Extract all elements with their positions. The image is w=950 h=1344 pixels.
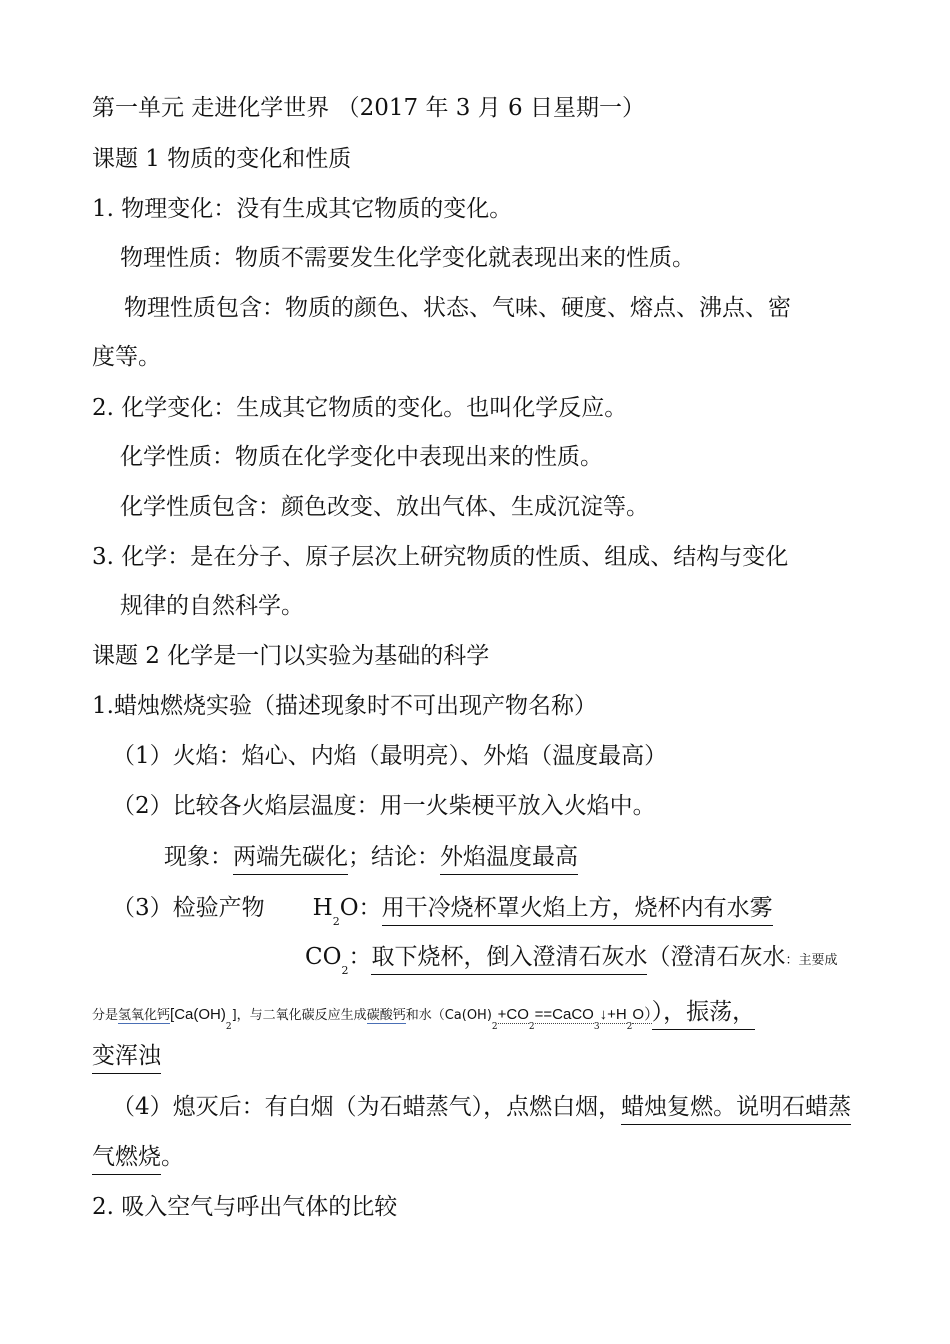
- co2-colon: ：: [348, 944, 372, 970]
- turbid-text: 变浑浊: [92, 1043, 161, 1074]
- phenomenon-label: 现象：: [164, 844, 233, 870]
- product-test-co2: [305, 942, 870, 976]
- physical-property-list-line2: 度等。: [92, 344, 161, 370]
- water-test-text: 用干冷烧杯罩火焰上方，烧杯内有水雾: [382, 895, 773, 926]
- physical-property-list-line1: 物理性质包含：物质的颜色、状态、气味、硬度、熔点、沸点、密: [124, 295, 791, 321]
- water-formula-o: O：: [339, 895, 382, 921]
- wax-burn-text: 气燃烧: [92, 1144, 161, 1175]
- period: 。: [161, 1144, 184, 1170]
- topic-1-heading: 课题 1 物质的变化和性质: [92, 146, 352, 172]
- calcium-carbonate-term: 碳酸钙: [366, 1008, 406, 1023]
- co2-formula-sub: 2: [341, 964, 349, 977]
- phenomenon-text: 两端先碳化: [233, 844, 348, 875]
- physical-property-definition: 物理性质：物质不需要发生化学变化就表现出来的性质。: [120, 245, 695, 271]
- water-formula-h: H: [312, 895, 333, 921]
- note-part: ]，与二氧化碳反应生成: [231, 1008, 367, 1023]
- extinguish-text: （4）熄灭后：有白烟（为石蜡蒸气），点燃白烟，: [112, 1094, 622, 1120]
- topic-2-heading: 课题 2 化学是一门以实验为基础的科学: [92, 643, 490, 669]
- co2-formula: CO: [305, 944, 342, 970]
- chemistry-definition-line2: 规律的自然科学。: [120, 593, 304, 619]
- calcium-hydroxide-term: 氢氧化钙: [118, 1008, 171, 1023]
- note-part: [Ca(OH): [170, 1006, 226, 1023]
- chemical-change-definition: 2. 化学变化：生成其它物质的变化。也叫化学反应。: [92, 395, 628, 421]
- turbid-line: [92, 1041, 860, 1071]
- extinguish-line1: [112, 1092, 862, 1122]
- note-part: O）: [632, 1006, 652, 1023]
- note-part: ==CaCO: [534, 1006, 594, 1023]
- chemical-property-list: 化学性质包含：颜色改变、放出气体、生成沉淀等。: [120, 494, 649, 520]
- product-test-label: （3）检验产物: [112, 895, 265, 921]
- candle-experiment-heading: 1.蜡烛燃烧实验（描述现象时不可出现产物名称）: [92, 693, 597, 719]
- limewater-note-small: ：主要成: [785, 953, 838, 968]
- note-sub: 2: [528, 1022, 535, 1032]
- chemical-property-definition: 化学性质：物质在化学变化中表现出来的性质。: [120, 444, 603, 470]
- note-sub: 2: [225, 1022, 232, 1032]
- reignite-text: 蜡烛复燃。说明石蜡蒸: [621, 1094, 851, 1125]
- note-sub: 2: [626, 1022, 633, 1032]
- physical-change-definition: 1. 物理变化：没有生成其它物质的变化。: [92, 196, 513, 222]
- breath-comparison-heading: 2. 吸入空气与呼出气体的比较: [92, 1194, 398, 1220]
- conclusion-text: 外焰温度最高: [440, 844, 578, 875]
- shake-text: ），振荡，: [652, 999, 756, 1030]
- conclusion-label: ；结论：: [348, 844, 440, 870]
- unit-title: 第一单元 走进化学世界 （2017 年 3 月 6 日星期一）: [92, 95, 645, 121]
- note-part: +CO: [497, 1006, 529, 1023]
- co2-test-text: 取下烧杯，倒入澄清石灰水: [371, 944, 647, 975]
- product-test-water: [112, 893, 860, 927]
- phenomenon-conclusion: [164, 842, 860, 872]
- note-sub: 2: [491, 1022, 498, 1032]
- chemistry-definition-line1: 3. 化学：是在分子、原子层次上研究物质的性质、组成、结构与变化: [92, 544, 789, 570]
- flame-temperature-comparison: （2）比较各火焰层温度：用一火柴梗平放入火焰中。: [112, 793, 656, 819]
- water-formula-sub: 2: [332, 915, 340, 928]
- note-part: ↓+H: [599, 1006, 627, 1023]
- limewater-note: （澄清石灰水: [647, 944, 786, 970]
- note-sub: 3: [593, 1022, 600, 1032]
- extinguish-line2: [92, 1142, 860, 1172]
- calcium-hydroxide-note: [92, 997, 862, 1032]
- flame-parts: （1）火焰：焰心、内焰（最明亮）、外焰（温度最高）: [112, 743, 668, 769]
- note-part: 分是: [92, 1008, 119, 1023]
- note-part: 和水（Ca(OH): [405, 1008, 492, 1023]
